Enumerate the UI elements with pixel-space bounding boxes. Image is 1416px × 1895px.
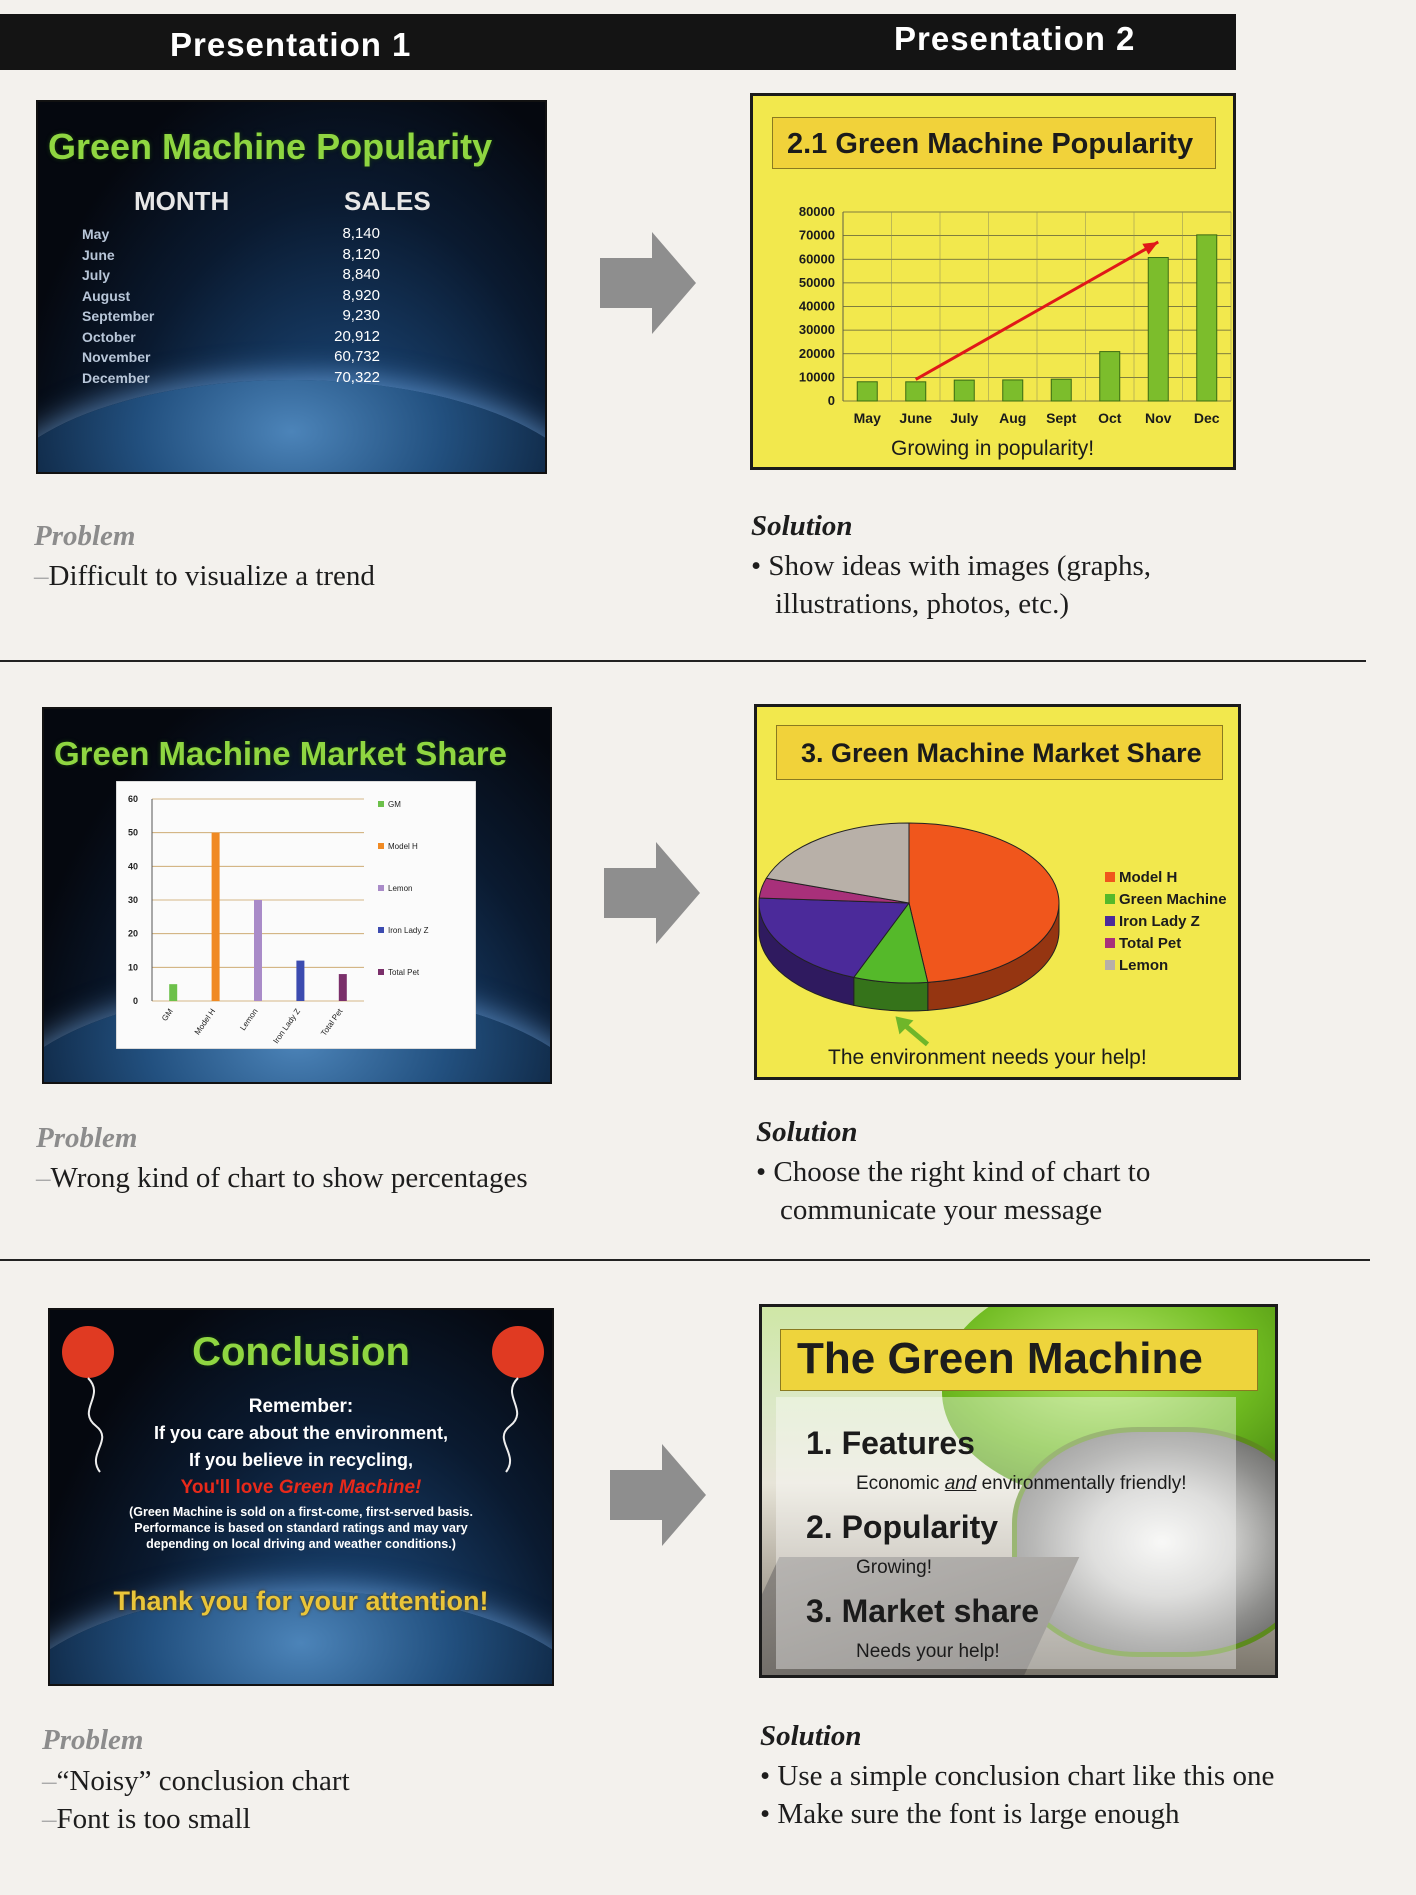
bullet-icon: • (760, 1798, 778, 1830)
month-cell: December (82, 369, 150, 386)
month-cell: September (82, 308, 155, 324)
y-tick-label: 40000 (798, 298, 835, 314)
bullet-icon: • (760, 1760, 778, 1792)
problem-item: –“Noisy” conclusion chart (42, 1765, 350, 1797)
legend-swatch (378, 801, 384, 807)
bar (1003, 380, 1023, 401)
y-tick-label: 30 (127, 895, 138, 905)
problem-item: –Difficult to visualize a trend (34, 560, 375, 592)
sales-cell: 70,322 (334, 368, 380, 386)
solution-label: Solution (751, 510, 853, 542)
section-divider (0, 1259, 1370, 1261)
conclusion-noisy-slide (48, 1308, 554, 1686)
popularity-bar-chart (753, 96, 1233, 467)
solution-item: • Choose the right kind of chart to (756, 1156, 1151, 1188)
feature-heading: 1. Features (806, 1425, 975, 1461)
month-cell: May (82, 226, 110, 242)
sales-cell: 20,912 (334, 327, 380, 345)
conclusion-line: If you believe in recycling, (188, 1450, 414, 1470)
sales-cell: 60,732 (334, 348, 380, 365)
chart-caption: Growing in popularity! (891, 437, 1095, 460)
popularity-heading: 2. Popularity (806, 1509, 999, 1545)
x-tick-label: GM (160, 1006, 175, 1023)
solution-item: • Make sure the font is large enough (760, 1798, 1180, 1830)
legend-swatch (378, 843, 384, 849)
problem-label: Problem (42, 1724, 144, 1756)
bar (169, 984, 177, 1001)
section-divider (0, 660, 1366, 662)
header-bar (0, 14, 1236, 70)
x-tick-label: Total Pet (319, 1006, 345, 1038)
problem-label: Problem (36, 1122, 138, 1154)
problem-item: –Font is too small (42, 1803, 251, 1835)
y-tick-label: 50000 (798, 274, 835, 290)
dash-icon: – (42, 1803, 57, 1835)
bar (212, 833, 220, 1001)
solution-item: • Use a simple conclusion chart like this one (760, 1760, 1275, 1792)
right-arrow-icon (600, 838, 704, 948)
solution-item-continued: illustrations, photos, etc.) (775, 588, 1069, 620)
bullet-icon: • (756, 1156, 774, 1188)
legend-label: Lemon (388, 884, 413, 893)
conclusion-line: You'll love Green Machine! (180, 1477, 422, 1498)
x-tick-label: Iron Lady Z (271, 1006, 303, 1046)
thanks-text: Thank you for your attention! (113, 1586, 489, 1616)
sales-column (310, 224, 380, 388)
legend-label: Model H (388, 842, 418, 851)
legend-label: Total Pet (388, 968, 420, 977)
bar (1051, 379, 1071, 401)
market-share-bar-chart (116, 781, 476, 1049)
y-tick-label: 30000 (798, 322, 835, 338)
right-arrow-icon (606, 1440, 710, 1550)
chart-caption: The environment needs your help! (828, 1046, 1147, 1069)
market-share-subtext: Needs your help! (856, 1641, 1000, 1662)
fine-print: Performance is based on standard ratings and may vary (134, 1521, 468, 1535)
legend-item: Green Machine (1105, 889, 1227, 911)
dash-icon: – (34, 560, 49, 592)
x-tick-label: Oct (1098, 410, 1122, 426)
y-tick-label: 20000 (798, 345, 835, 361)
x-tick-label: Model H (192, 1006, 218, 1037)
y-tick-label: 0 (827, 393, 835, 408)
brand-name: Green Machine! (278, 1477, 422, 1498)
bar (296, 961, 304, 1001)
legend-swatch (378, 927, 384, 933)
month-cell: November (82, 349, 151, 365)
month-cell: June (82, 246, 115, 263)
y-tick-label: 0 (132, 996, 138, 1006)
pie-legend (1105, 867, 1227, 977)
fine-print: depending on local driving and weather conditions.) (146, 1537, 456, 1551)
solution-label: Solution (760, 1720, 862, 1752)
earth-background (36, 380, 547, 475)
market-share-pie-slide (754, 704, 1241, 1080)
green-machine-summary-slide (759, 1304, 1278, 1678)
y-tick-label: 50 (127, 827, 138, 838)
month-cell: October (82, 328, 136, 345)
solution-item-continued: communicate your message (780, 1194, 1103, 1226)
y-tick-label: 10000 (798, 369, 835, 385)
y-tick-label: 80000 (798, 204, 835, 219)
y-tick-label: 10 (127, 962, 138, 973)
solution-item: • Show ideas with images (graphs, (751, 550, 1151, 582)
legend-swatch (378, 885, 384, 891)
problem-label: Problem (34, 520, 136, 552)
sales-cell: 8,920 (342, 286, 380, 304)
y-tick-label: 40 (127, 861, 138, 872)
market-share-bar-slide (42, 707, 552, 1084)
slide-title: Green Machine Popularity (48, 126, 493, 167)
remember-text: Remember: (248, 1396, 354, 1417)
legend-label: Iron Lady Z (388, 926, 429, 935)
bar (1197, 235, 1217, 401)
x-tick-label: May (853, 410, 881, 426)
bar (1148, 258, 1168, 401)
y-tick-label: 60 (127, 794, 138, 804)
presentation-2-heading: Presentation 2 (894, 20, 1136, 57)
solution-label: Solution (756, 1116, 858, 1148)
sales-cell: 8,120 (342, 245, 380, 263)
x-tick-label: Sept (1046, 410, 1077, 426)
presentation-1-heading: Presentation 1 (170, 26, 412, 63)
bar (857, 382, 877, 401)
bar (339, 974, 347, 1001)
y-tick-label: 20 (127, 928, 138, 939)
month-header: MONTH (134, 186, 230, 216)
month-cell: July (82, 267, 111, 283)
x-tick-label: Nov (1145, 410, 1172, 426)
legend-swatch (378, 969, 384, 975)
slide-title: The Green Machine (780, 1329, 1258, 1391)
legend-item: Total Pet (1105, 933, 1227, 955)
bar (254, 900, 262, 1001)
problem-item: –Wrong kind of chart to show percentages (36, 1162, 528, 1194)
fine-print: (Green Machine is sold on a first-come, first-served basis. (129, 1505, 473, 1519)
slide-title: Conclusion (192, 1330, 410, 1374)
x-tick-label: Lemon (238, 1006, 260, 1033)
bar (906, 382, 926, 401)
bar (954, 380, 974, 401)
sales-cell: 9,230 (342, 307, 380, 324)
slide-title: 3. Green Machine Market Share (776, 725, 1223, 780)
dash-icon: – (42, 1765, 57, 1797)
legend-item: Iron Lady Z (1105, 911, 1227, 933)
sales-cell: 8,840 (342, 266, 380, 283)
y-tick-label: 60000 (798, 251, 835, 267)
sales-cell: 8,140 (342, 225, 380, 242)
month-column (82, 224, 202, 388)
y-tick-label: 70000 (798, 227, 835, 243)
popularity-chart-slide (750, 93, 1236, 470)
popularity-table-slide (36, 100, 547, 474)
bullet-icon: • (751, 550, 769, 582)
x-tick-label: Aug (999, 410, 1027, 426)
legend-label: GM (388, 800, 401, 809)
sales-header: SALES (344, 186, 431, 216)
conclusion-line: If you care about the environment, (153, 1423, 449, 1443)
popularity-subtext: Growing! (856, 1557, 933, 1578)
month-cell: August (82, 287, 131, 304)
market-share-heading: 3. Market share (806, 1593, 1040, 1629)
slide-title: Green Machine Market Share (54, 735, 508, 772)
x-tick-label: Dec (1193, 410, 1220, 426)
legend-item: Lemon (1105, 955, 1227, 977)
right-arrow-icon (596, 228, 700, 338)
feature-subtext: Economic and environmentally friendly! (856, 1473, 1187, 1494)
bar (1100, 352, 1120, 401)
legend-item: Model H (1105, 867, 1227, 889)
slide-title: 2.1 Green Machine Popularity (772, 117, 1216, 169)
dash-icon: – (36, 1162, 51, 1194)
x-tick-label: June (899, 410, 933, 426)
x-tick-label: July (950, 410, 979, 426)
